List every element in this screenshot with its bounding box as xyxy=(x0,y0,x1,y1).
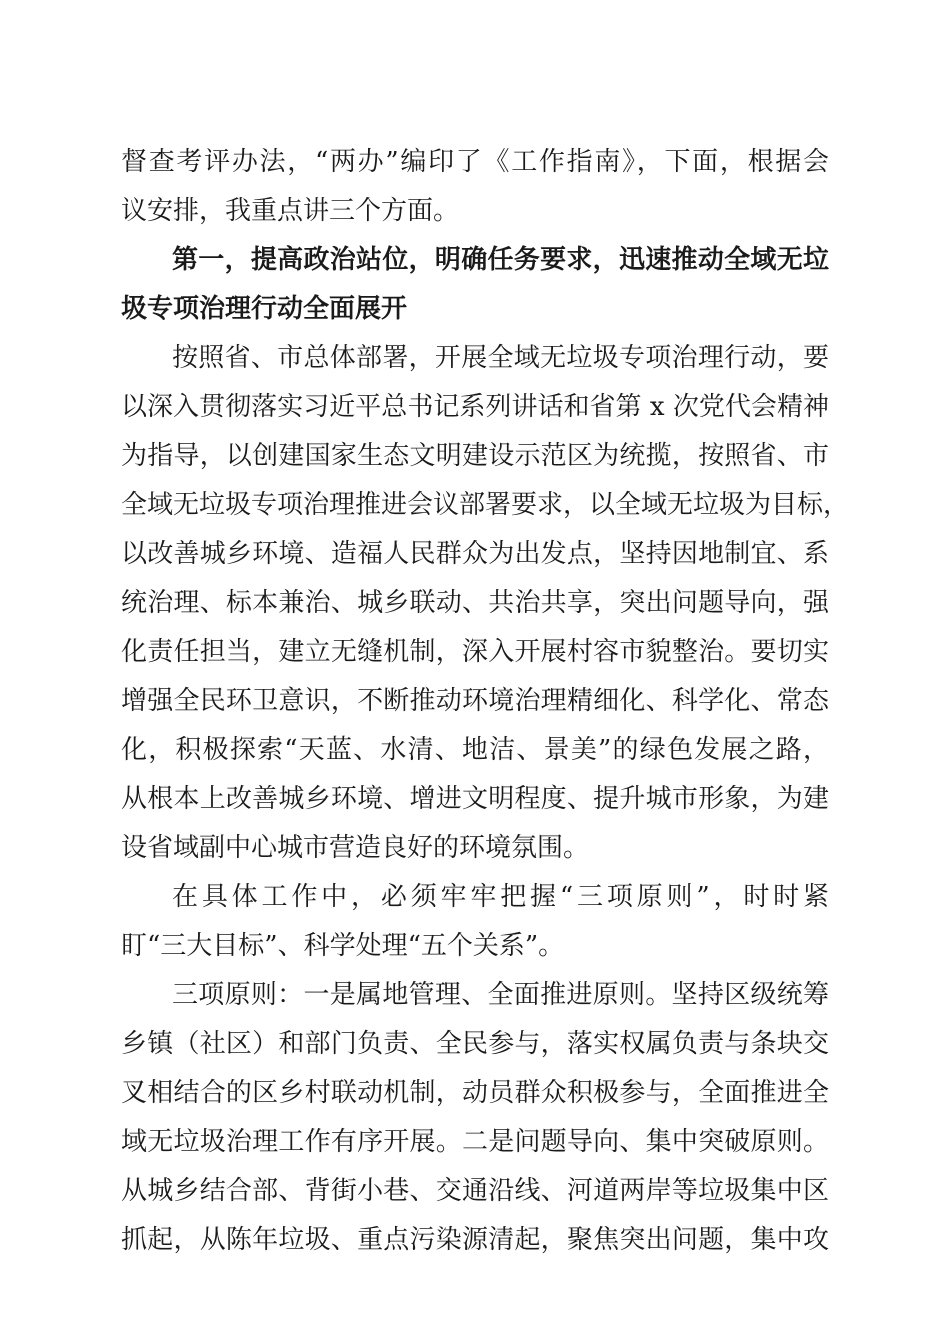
text-line: 域无垃圾治理工作有序开展。二是问题导向、集中突破原则。 xyxy=(121,1127,829,1157)
section-heading: 第一，提高政治站位，明确任务要求，迅速推动全域无垃 xyxy=(172,245,829,275)
text-line: 叉相结合的区乡村联动机制，动员群众积极参与，全面推进全 xyxy=(121,1078,829,1108)
text-line: 督查考评办法，“两办”编印了《工作指南》，下面，根据会 xyxy=(121,147,829,177)
text-line: 增强全民环卫意识，不断推动环境治理精细化、科学化、常态 xyxy=(121,686,829,716)
text-line: 按照省、市总体部署，开展全域无垃圾专项治理行动，要 xyxy=(172,343,829,373)
text-line: 议安排，我重点讲三个方面。 xyxy=(121,196,460,226)
text-line: 从根本上改善城乡环境、增进文明程度、提升城市形象，为建 xyxy=(121,784,829,814)
text-line: 统治理、标本兼治、城乡联动、共治共享，突出问题导向，强 xyxy=(121,588,829,618)
text-line: 为指导，以创建国家生态文明建设示范区为统揽，按照省、市 xyxy=(121,441,829,471)
text-line: 三项原则：一是属地管理、全面推进原则。坚持区级统筹 xyxy=(172,980,829,1010)
text-line: 在具体工作中，必须牢牢把握“三项原则”，时时紧 xyxy=(172,882,829,912)
text-line: 全域无垃圾专项治理推进会议部署要求，以全域无垃圾为目标， xyxy=(121,490,850,520)
text-line: 设省域副中心城市营造良好的环境氛围。 xyxy=(121,833,590,863)
text-line: 以改善城乡环境、造福人民群众为出发点，坚持因地制宜、系 xyxy=(121,539,829,569)
text-line: 以深入贯彻落实习近平总书记系列讲话和省第 x 次党代会精神 xyxy=(121,392,829,422)
text-line: 盯“三大目标”、科学处理“五个关系”。 xyxy=(121,931,565,961)
text-line: 从城乡结合部、背街小巷、交通沿线、河道两岸等垃圾集中区 xyxy=(121,1176,829,1206)
text-line: 乡镇（社区）和部门负责、全民参与，落实权属负责与条块交 xyxy=(121,1029,829,1059)
text-line: 化，积极探索“天蓝、水清、地洁、景美”的绿色发展之路， xyxy=(121,735,829,765)
section-heading: 圾专项治理行动全面展开 xyxy=(121,294,408,324)
text-line: 化责任担当，建立无缝机制，深入开展村容市貌整治。要切实 xyxy=(121,637,829,667)
text-line: 抓起，从陈年垃圾、重点污染源清起，聚焦突出问题，集中攻 xyxy=(121,1225,829,1255)
